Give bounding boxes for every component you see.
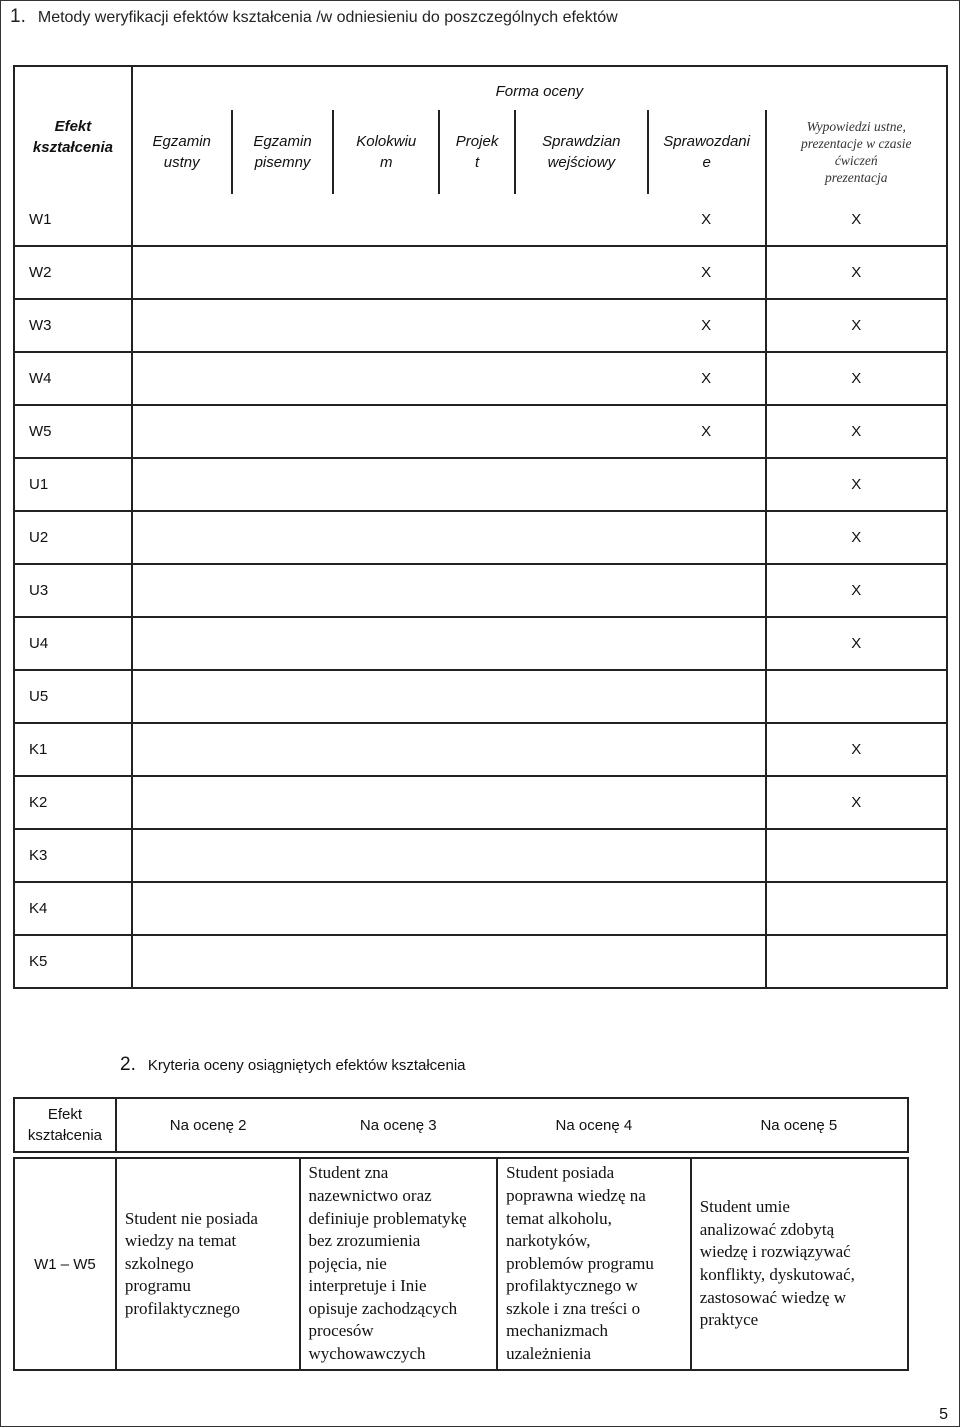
method-mark-cell	[439, 511, 515, 564]
criteria-line: uzależnienia	[506, 1344, 592, 1364]
table-row	[14, 405, 947, 458]
method-mark-cell	[439, 246, 515, 299]
effect-header-line: Efekt	[47, 1106, 82, 1123]
effect-label: U5	[14, 670, 132, 723]
table-row	[14, 194, 947, 246]
method-mark-cell	[132, 617, 232, 670]
method-column-header	[439, 110, 515, 194]
table-row	[14, 564, 947, 617]
method-column-header-line: ćwiczeń	[834, 153, 878, 168]
method-column-header-line: Kolokwiu	[356, 133, 417, 150]
method-mark-cell	[333, 935, 439, 988]
criteria-line: narkotyków,	[506, 1231, 591, 1251]
method-mark-cell	[439, 564, 515, 617]
method-mark-cell	[132, 776, 232, 829]
method-mark-cell	[439, 935, 515, 988]
method-mark-cell	[132, 352, 232, 405]
section-2-heading	[120, 1054, 466, 1076]
method-mark-cell	[515, 564, 648, 617]
criteria-line: Student zna	[308, 1163, 389, 1183]
method-mark-cell	[648, 458, 766, 511]
method-mark-cell	[232, 352, 334, 405]
method-mark-cell: X	[766, 564, 947, 617]
section-1-title: Metody weryfikacji efektów kształcenia /w odniesieniu do poszczególnych efektów	[37, 9, 618, 26]
method-mark-cell	[515, 405, 648, 458]
method-mark-cell	[439, 405, 515, 458]
section-1-number: 1.	[10, 6, 26, 27]
method-mark-cell: X	[648, 246, 766, 299]
method-mark-cell	[439, 776, 515, 829]
criteria-line: Student posiada	[506, 1163, 615, 1183]
method-mark-cell: X	[766, 776, 947, 829]
effect-label: K5	[14, 935, 132, 988]
method-mark-cell: X	[766, 723, 947, 776]
method-mark-cell	[439, 617, 515, 670]
method-mark-cell	[132, 935, 232, 988]
table-row	[14, 299, 947, 352]
criteria-line: szkole i zna treści o	[506, 1298, 641, 1318]
method-mark-cell	[132, 458, 232, 511]
method-mark-cell	[439, 829, 515, 882]
method-mark-cell: X	[648, 352, 766, 405]
method-mark-cell	[439, 194, 515, 246]
criteria-line: temat alkoholu,	[506, 1208, 612, 1228]
criteria-line: definiuje problematykę	[308, 1208, 467, 1228]
effect-label: U2	[14, 511, 132, 564]
method-mark-cell	[439, 670, 515, 723]
method-mark-cell	[766, 935, 947, 988]
method-mark-cell	[648, 564, 766, 617]
method-column-header-line: Egzamin	[152, 133, 211, 150]
method-mark-cell: X	[766, 405, 947, 458]
criteria-line: poprawna wiedzę na	[506, 1185, 646, 1205]
method-mark-cell	[333, 405, 439, 458]
effect-header-label: Efekt kształcenia	[32, 117, 113, 156]
method-mark-cell: X	[766, 299, 947, 352]
method-mark-cell	[132, 829, 232, 882]
method-mark-cell	[232, 935, 334, 988]
table-row	[14, 829, 947, 882]
section-2-title: Kryteria oceny osiągniętych efektów kształcenia	[147, 1057, 466, 1074]
criteria-line: nazewnictwo oraz	[308, 1185, 432, 1205]
method-mark-cell	[648, 670, 766, 723]
method-mark-cell	[132, 882, 232, 935]
method-mark-cell	[333, 458, 439, 511]
method-mark-cell	[232, 405, 334, 458]
method-mark-cell	[766, 882, 947, 935]
method-mark-cell	[333, 776, 439, 829]
effect-label: W5	[14, 405, 132, 458]
method-mark-cell	[439, 723, 515, 776]
section-2-number: 2.	[120, 1054, 136, 1075]
method-mark-cell	[648, 776, 766, 829]
method-mark-cell	[132, 405, 232, 458]
effect-label: W2	[14, 246, 132, 299]
method-column-header-line: Wypowiedzi ustne,	[806, 119, 906, 134]
effect-label: K1	[14, 723, 132, 776]
criteria-line: wiedzę i rozwiązywać	[699, 1242, 851, 1262]
effect-header	[14, 66, 132, 194]
method-column-header-line: Sprawdzian	[542, 133, 621, 150]
grade-criteria-cell	[300, 1158, 498, 1370]
method-mark-cell	[232, 670, 334, 723]
method-mark-cell	[766, 670, 947, 723]
effect-label: K3	[14, 829, 132, 882]
criteria-line: profilaktycznego w	[506, 1276, 638, 1296]
method-mark-cell	[515, 246, 648, 299]
method-column-header-line: e	[702, 154, 711, 171]
criteria-line: procesów	[308, 1321, 374, 1341]
method-mark-cell: X	[648, 194, 766, 246]
method-mark-cell: X	[766, 617, 947, 670]
method-mark-cell	[333, 882, 439, 935]
effect-label: W3	[14, 299, 132, 352]
method-mark-cell	[515, 829, 648, 882]
method-mark-cell	[648, 882, 766, 935]
effect-label: U3	[14, 564, 132, 617]
method-column-header-line: m	[380, 154, 393, 171]
grade-header: Na ocenę 4	[497, 1098, 691, 1152]
effect-label: W1	[14, 194, 132, 246]
table-row	[14, 776, 947, 829]
method-mark-cell	[515, 352, 648, 405]
method-mark-cell	[333, 246, 439, 299]
method-mark-cell	[232, 723, 334, 776]
method-column-header-line: pisemny	[254, 154, 311, 171]
table-row	[14, 723, 947, 776]
method-mark-cell	[232, 299, 334, 352]
criteria-line: szkolnego	[124, 1253, 194, 1273]
grading-criteria-table	[13, 1097, 909, 1371]
method-mark-cell	[333, 511, 439, 564]
method-mark-cell: X	[648, 405, 766, 458]
method-mark-cell: X	[766, 194, 947, 246]
grade-criteria-cell	[497, 1158, 691, 1370]
method-column-header-line: Projek	[455, 133, 499, 150]
table-row	[14, 246, 947, 299]
table-row	[14, 617, 947, 670]
table-row	[14, 670, 947, 723]
method-mark-cell	[333, 723, 439, 776]
method-mark-cell	[515, 458, 648, 511]
method-mark-cell	[333, 829, 439, 882]
method-mark-cell	[232, 246, 334, 299]
method-column-header-line: Egzamin	[253, 133, 312, 150]
method-mark-cell	[439, 299, 515, 352]
criteria-line: profilaktycznego	[124, 1298, 241, 1318]
method-mark-cell	[439, 352, 515, 405]
table-row	[14, 882, 947, 935]
method-mark-cell	[132, 564, 232, 617]
effect-label: K4	[14, 882, 132, 935]
effect-range-label: W1 – W5	[14, 1158, 116, 1370]
method-mark-cell	[515, 617, 648, 670]
page-number: 5	[939, 1406, 948, 1423]
table-row	[14, 511, 947, 564]
method-mark-cell	[132, 194, 232, 246]
method-column-header	[333, 110, 439, 194]
table-row	[14, 352, 947, 405]
assessment-methods-table	[13, 65, 948, 989]
method-mark-cell	[232, 617, 334, 670]
criteria-line: programu	[124, 1276, 191, 1296]
method-mark-cell	[766, 829, 947, 882]
effect-header	[14, 1098, 116, 1152]
method-mark-cell	[333, 617, 439, 670]
method-mark-cell	[515, 511, 648, 564]
grade-criteria-cell	[116, 1158, 300, 1370]
method-mark-cell	[132, 299, 232, 352]
criteria-line: opisuje zachodzących	[308, 1298, 458, 1318]
method-mark-cell: X	[766, 458, 947, 511]
criteria-line: praktyce	[699, 1310, 759, 1330]
method-mark-cell	[648, 723, 766, 776]
method-mark-cell	[232, 458, 334, 511]
method-mark-cell	[333, 352, 439, 405]
method-mark-cell	[648, 829, 766, 882]
method-mark-cell	[515, 935, 648, 988]
method-column-header-line: t	[474, 154, 480, 171]
method-mark-cell	[648, 511, 766, 564]
method-mark-cell	[232, 564, 334, 617]
method-mark-cell	[515, 776, 648, 829]
method-mark-cell: X	[766, 352, 947, 405]
criteria-line: interpretuje i Inie	[308, 1276, 427, 1296]
criteria-line: wiedzy na temat	[124, 1231, 237, 1251]
method-mark-cell: X	[766, 246, 947, 299]
criteria-line: konflikty, dyskutować,	[699, 1265, 855, 1284]
criteria-line: mechanizmach	[506, 1321, 609, 1341]
method-column-header-line: prezentacja	[825, 170, 888, 185]
method-mark-cell	[132, 723, 232, 776]
method-mark-cell	[232, 194, 334, 246]
grade-header: Na ocenę 5	[691, 1098, 908, 1152]
effect-label: U1	[14, 458, 132, 511]
section-1-heading	[10, 6, 618, 28]
criteria-line: zastosować wiedzę w	[699, 1287, 847, 1307]
method-mark-cell	[132, 511, 232, 564]
method-mark-cell	[439, 882, 515, 935]
effect-header-line: kształcenia	[27, 1127, 103, 1144]
criteria-line: wychowawczych	[308, 1344, 426, 1364]
grade-header: Na ocenę 2	[116, 1098, 300, 1152]
effect-label: K2	[14, 776, 132, 829]
method-mark-cell	[515, 670, 648, 723]
method-mark-cell	[333, 194, 439, 246]
grade-header: Na ocenę 3	[300, 1098, 498, 1152]
method-mark-cell	[132, 246, 232, 299]
method-mark-cell	[439, 458, 515, 511]
method-column-header-line: prezentacje w czasie	[801, 136, 912, 151]
criteria-line: Student umie	[699, 1197, 790, 1217]
method-mark-cell: X	[648, 299, 766, 352]
method-mark-cell	[515, 194, 648, 246]
method-column-header	[766, 110, 947, 194]
method-mark-cell	[333, 564, 439, 617]
method-mark-cell	[648, 617, 766, 670]
method-mark-cell	[232, 829, 334, 882]
effect-label: W4	[14, 352, 132, 405]
method-mark-cell	[515, 882, 648, 935]
criteria-line: bez zrozumienia	[308, 1231, 421, 1251]
table-row	[14, 458, 947, 511]
criteria-line: pojęcia, nie	[308, 1253, 387, 1273]
forma-oceny-header: Forma oceny	[132, 66, 947, 110]
method-column-header-line: ustny	[163, 154, 200, 171]
method-column-header-line: wejściowy	[547, 154, 616, 171]
grade-criteria-cell	[691, 1158, 908, 1370]
method-mark-cell	[232, 882, 334, 935]
method-mark-cell	[333, 670, 439, 723]
table-row	[14, 935, 947, 988]
criteria-line: problemów programu	[506, 1253, 654, 1273]
method-column-header	[515, 110, 648, 194]
effect-label: U4	[14, 617, 132, 670]
method-column-header	[648, 110, 766, 194]
method-column-header	[232, 110, 334, 194]
method-column-header-line: Sprawozdani	[663, 133, 750, 150]
method-mark-cell	[232, 511, 334, 564]
method-mark-cell	[515, 299, 648, 352]
method-mark-cell: X	[766, 511, 947, 564]
method-mark-cell	[648, 935, 766, 988]
criteria-line: Student nie posiada	[124, 1208, 258, 1228]
method-mark-cell	[333, 299, 439, 352]
method-column-header	[132, 110, 232, 194]
method-mark-cell	[515, 723, 648, 776]
method-mark-cell	[232, 776, 334, 829]
method-mark-cell	[132, 670, 232, 723]
criteria-line: analizować zdobytą	[699, 1219, 835, 1239]
